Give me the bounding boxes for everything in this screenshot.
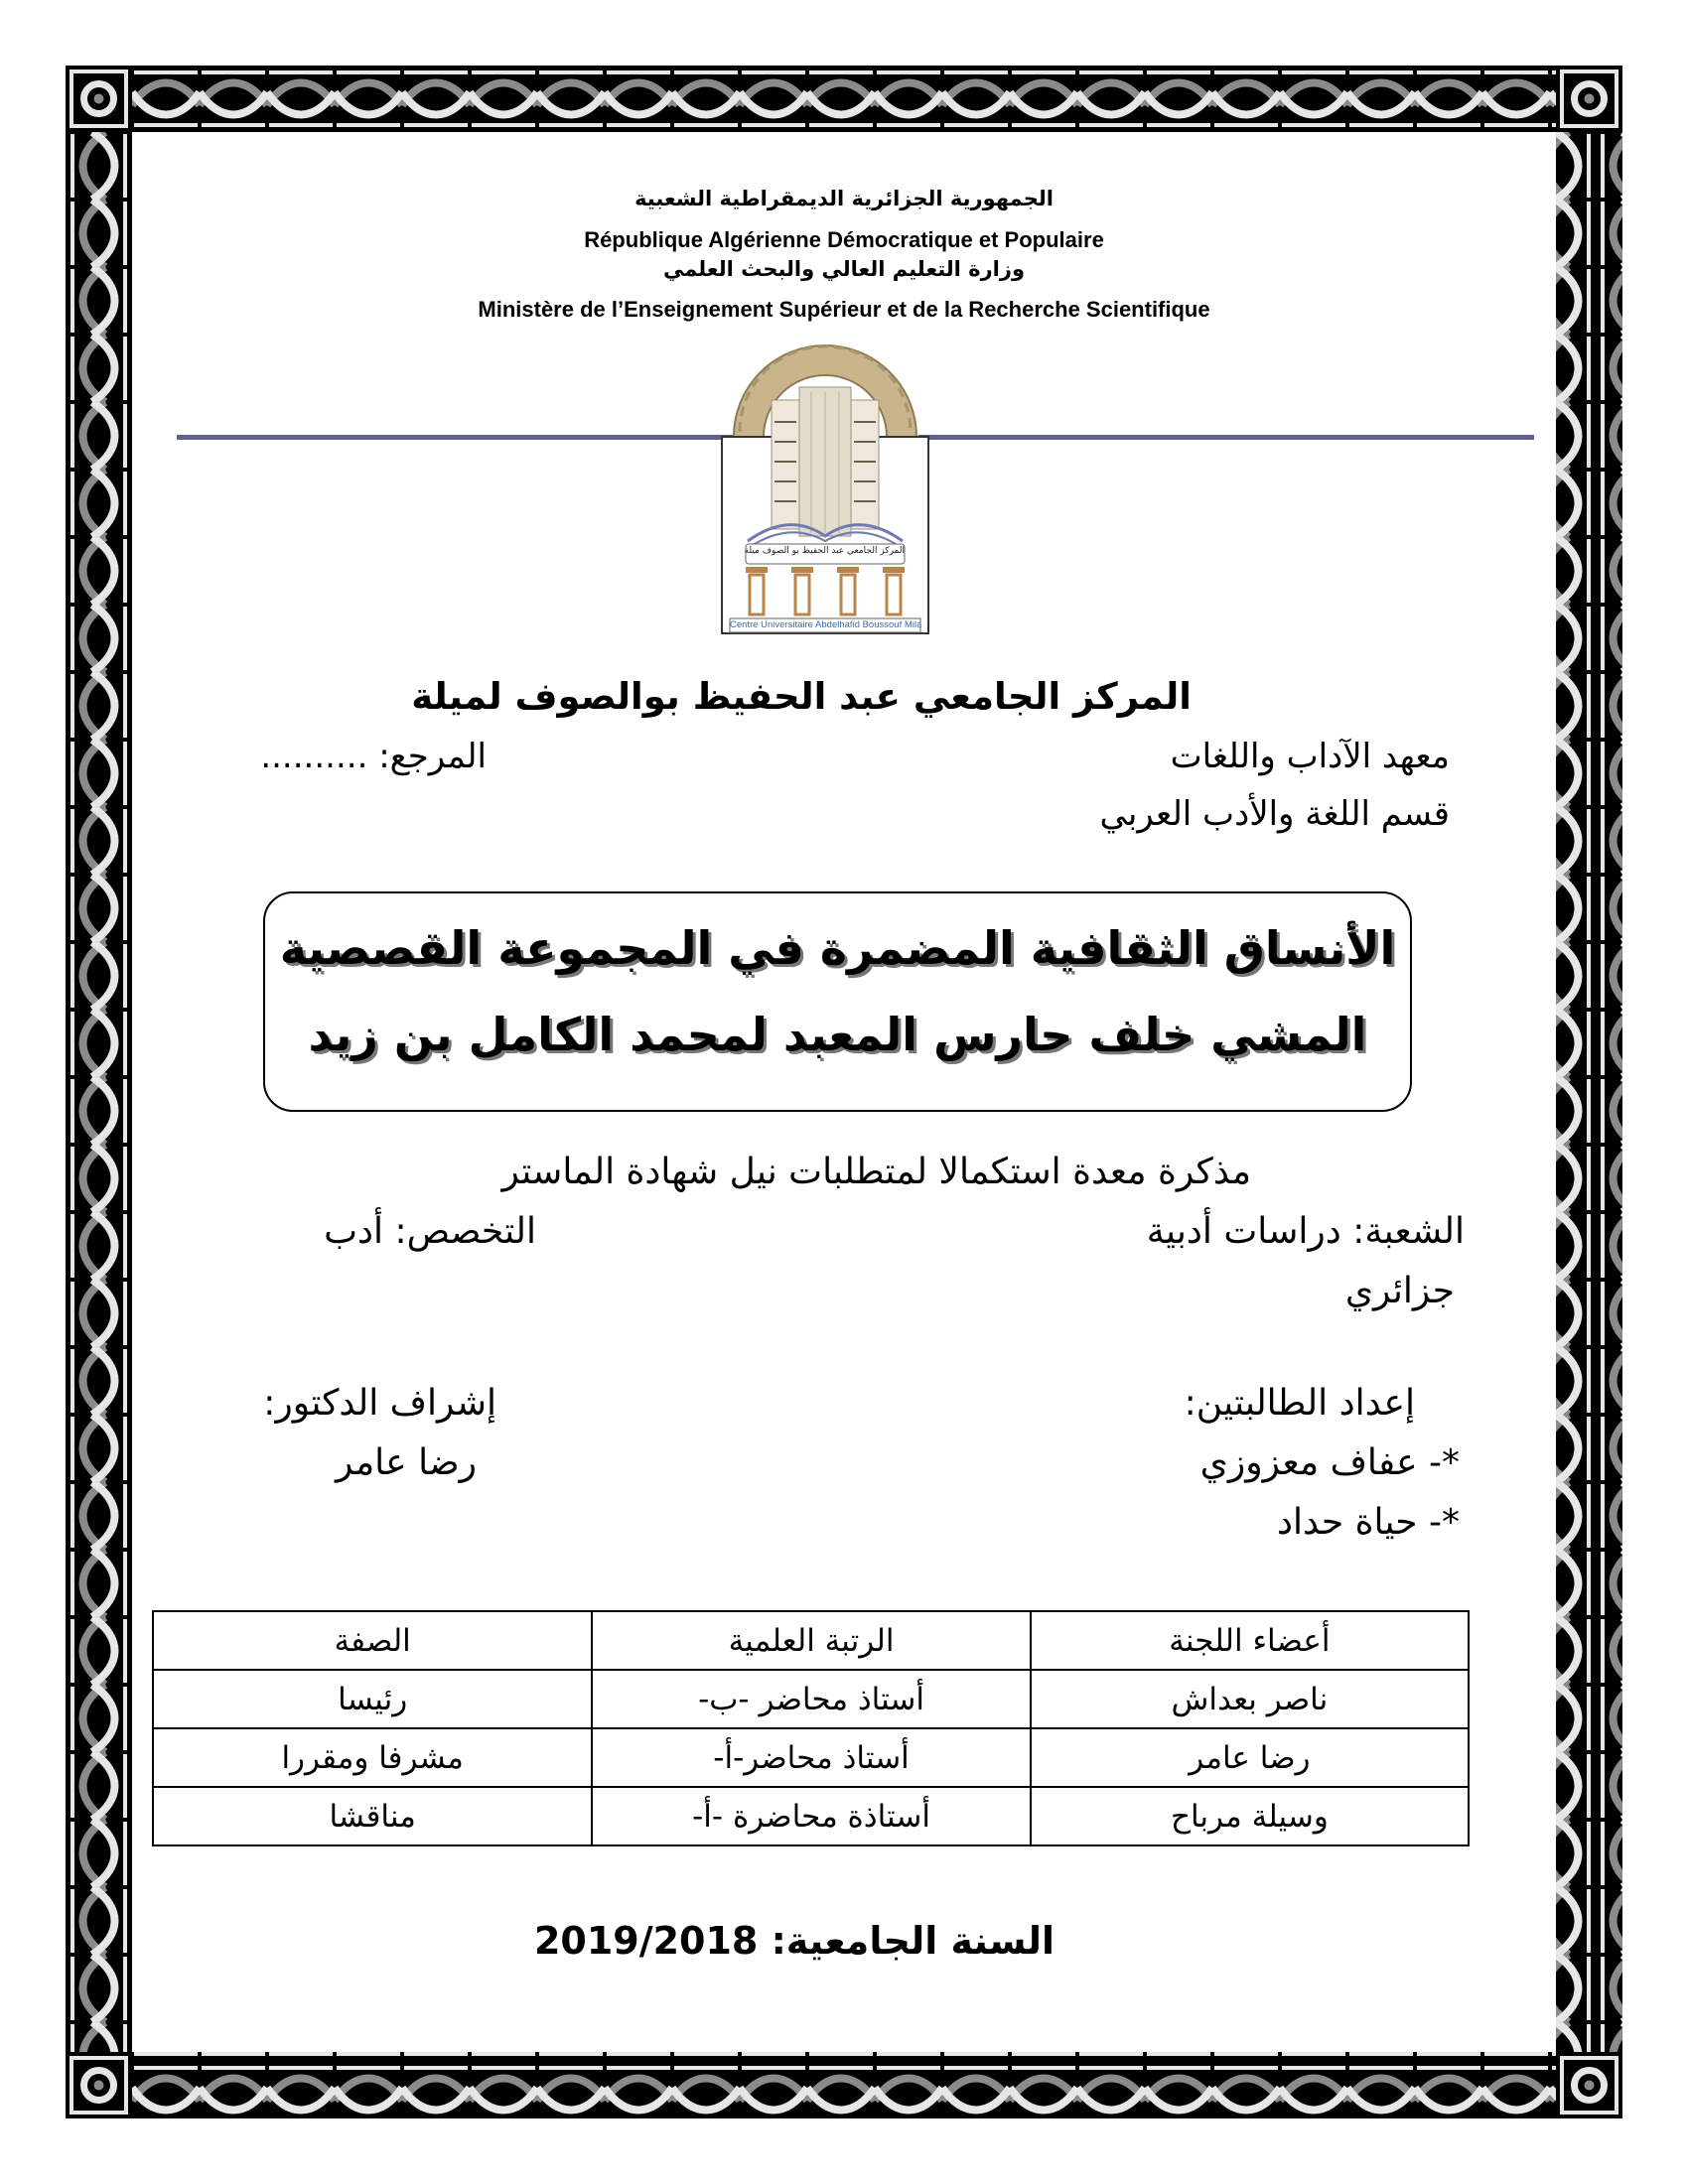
- member-role: مناقشا: [153, 1787, 592, 1845]
- member-name: وسيلة مرباح: [1031, 1787, 1469, 1845]
- supervisor-name: رضا عامر: [336, 1442, 477, 1483]
- header-divider-right: [918, 435, 1534, 440]
- institute-name: معهد الآداب واللغات: [1170, 737, 1450, 776]
- thesis-purpose: مذكرة معدة استكمالا لمتطلبات نيل شهادة الماستر: [501, 1152, 1251, 1192]
- committee-table: [152, 1610, 1470, 1846]
- specialty-label: التخصص: أدب: [324, 1211, 536, 1252]
- member-role: رئيسا: [153, 1670, 592, 1728]
- member-name: ناصر بعداش: [1031, 1670, 1469, 1728]
- table-row: [153, 1670, 1469, 1728]
- member-role: مشرفا ومقررا: [153, 1728, 592, 1787]
- student-name-2: *- حياة حداد: [1276, 1502, 1460, 1543]
- ministry-arabic: وزارة التعليم العالي والبحث العلمي: [662, 257, 1026, 281]
- branch-label: الشعبة: دراسات أدبية: [1146, 1211, 1465, 1252]
- university-logo: [720, 342, 930, 635]
- students-label: إعداد الطالبتين:: [1184, 1383, 1415, 1424]
- logo-french-text: Centre Universitaire Abdelhafid Boussouf Mila: [730, 619, 922, 630]
- academic-year: السنة الجامعية: 2019/2018: [533, 1919, 1055, 1963]
- university-name: المركز الجامعي عبد الحفيظ بوالصوف لميلة: [411, 675, 1192, 718]
- student-name-1: *- عفاف معزوزي: [1199, 1442, 1460, 1483]
- logo-arabic-text: المركز الجامعي عبد الحفيظ بو الصوف ميلة: [744, 546, 905, 556]
- member-rank: أستاذ محاضر-أ-: [592, 1728, 1030, 1787]
- table-row: [153, 1728, 1469, 1787]
- header-divider-left: [177, 435, 733, 440]
- member-rank: أستاذة محاضرة -أ-: [592, 1787, 1030, 1845]
- table-row: [153, 1787, 1469, 1845]
- thesis-title-line-2: المشي خلف حارس المعبد لمحمد الكامل بن زيد: [308, 1008, 1367, 1061]
- republic-arabic: الجمهورية الجزائرية الديمقراطية الشعبية: [634, 187, 1054, 210]
- header-role: الصفة: [153, 1611, 592, 1670]
- department-name: قسم اللغة والأدب العربي: [1099, 794, 1450, 834]
- table-header-row: [153, 1611, 1469, 1670]
- member-name: رضا عامر: [1031, 1728, 1469, 1787]
- member-rank: أستاذ محاضر -ب-: [592, 1670, 1030, 1728]
- thesis-title-line-1: الأنساق الثقافية المضمرة في المجموعة القصصية: [279, 921, 1396, 975]
- reference-number: المرجع: ..........: [260, 737, 487, 776]
- ministry-french: Ministère de l’Enseignement Supérieur et de la Recherche Scientifique: [478, 297, 1210, 322]
- thesis-title-box: [263, 891, 1412, 1112]
- specialty-continuation: جزائري: [1344, 1271, 1455, 1311]
- supervisor-label: إشراف الدكتور:: [263, 1383, 496, 1424]
- header-academic-rank: الرتبة العلمية: [592, 1611, 1030, 1670]
- republic-french: République Algérienne Démocratique et Populaire: [584, 227, 1104, 252]
- header-committee-members: أعضاء اللجنة: [1031, 1611, 1469, 1670]
